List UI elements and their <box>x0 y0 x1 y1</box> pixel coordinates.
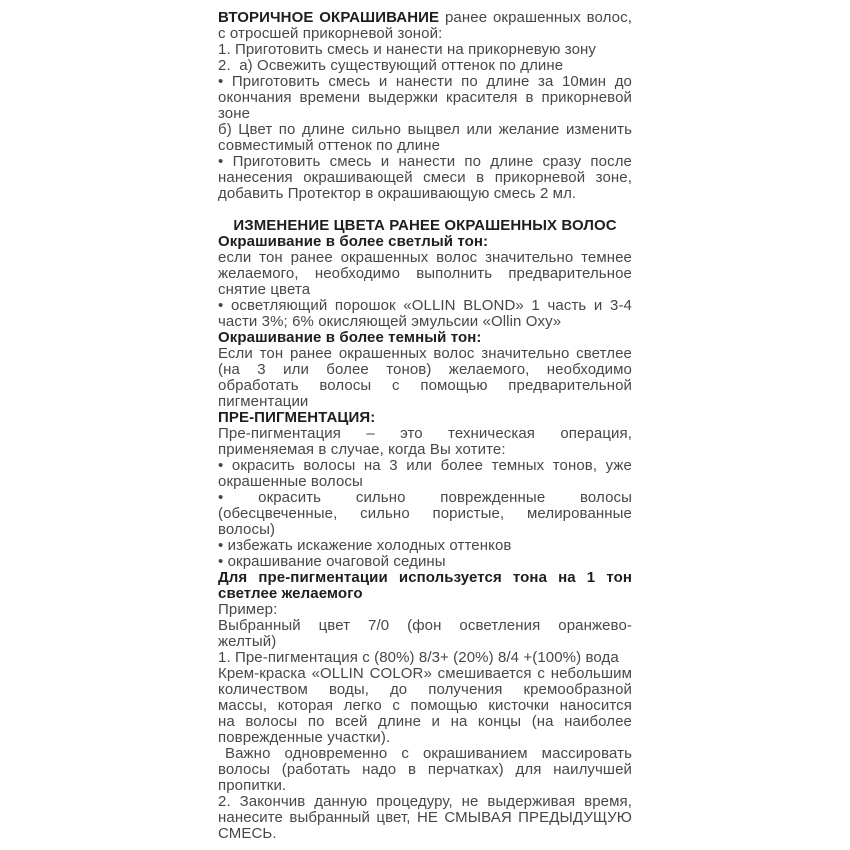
body-text: • осветляющий порошок «OLLIN BLOND» 1 часть и 3-4 <box>218 297 632 314</box>
text-line <box>218 778 632 794</box>
bold-text: светлее желаемого <box>218 585 363 602</box>
text-line <box>218 586 632 602</box>
text-line <box>218 378 632 394</box>
text-line <box>218 330 632 346</box>
body-text: (обесцвеченные, сильно пористые, мелированные <box>218 505 632 522</box>
text-line <box>218 730 632 746</box>
body-text: б) Цвет по длине сильно выцвел или желание изменить <box>218 121 632 138</box>
body-text: волосы (работать надо в перчатках) для наилучшей <box>218 761 632 778</box>
body-text: • окрашивание очаговой седины <box>218 553 446 570</box>
text-line <box>218 634 632 650</box>
bold-text: ВТОРИЧНОЕ ОКРАШИВАНИЕ <box>218 9 440 26</box>
bold-text: ПРЕ-ПИГМЕНТАЦИЯ: <box>218 409 376 426</box>
text-line <box>218 442 632 458</box>
text-line <box>218 666 632 682</box>
body-text: снятие цвета <box>218 281 311 298</box>
body-text: 2. Закончив данную процедуру, не выдерживая время, <box>218 793 632 810</box>
text-line <box>218 218 632 234</box>
body-text: • Приготовить смесь и нанести по длине сразу после <box>218 153 632 170</box>
body-text: на волосы по всей длине и на концы (на наиболее <box>218 713 632 730</box>
text-line <box>218 410 632 426</box>
paragraph-gap <box>218 202 632 218</box>
body-text: применяемая в случае, когда Вы хотите: <box>218 441 506 458</box>
text-line <box>218 570 632 586</box>
text-line <box>218 74 632 90</box>
body-text: с отросшей прикорневой зоной: <box>218 25 443 42</box>
body-text: Важно одновременно с окрашиванием массировать <box>225 745 632 762</box>
body-text: Если тон ранее окрашенных волос значительно светлее <box>218 345 632 362</box>
body-text: Крем-краска «OLLIN COLOR» смешивается с небольшим <box>218 665 632 682</box>
text-line <box>218 506 632 522</box>
text-line <box>218 42 632 58</box>
text-line <box>218 122 632 138</box>
body-text: • окрасить волосы на 3 или более темных тонов, уже <box>218 457 632 474</box>
text-line <box>218 186 632 202</box>
text-line <box>218 602 632 618</box>
text-line <box>218 682 632 698</box>
text-line <box>218 170 632 186</box>
body-text: нанесения окрашивающей смеси в прикорневой зоне, <box>218 169 632 186</box>
text-line <box>218 58 632 74</box>
body-text: окончания времени выдержки красителя в прикорневой <box>218 89 632 106</box>
hair-color-instructions-document <box>218 0 632 842</box>
text-line <box>218 810 632 826</box>
body-text: количеством воды, до получения кремообразной <box>218 681 632 698</box>
text-line <box>218 346 632 362</box>
body-text: желаемого, необходимо выполнить предварительное <box>218 265 632 282</box>
body-text: нанесите выбранный цвет, НЕ СМЫВАЯ ПРЕДЫДУЩУЮ <box>218 809 632 826</box>
text-line <box>218 458 632 474</box>
text-line <box>218 826 632 842</box>
text-line <box>218 106 632 122</box>
text-line <box>218 650 632 666</box>
text-line <box>218 282 632 298</box>
text-line <box>218 298 632 314</box>
text-line <box>218 26 632 42</box>
text-line <box>218 234 632 250</box>
text-line <box>218 394 632 410</box>
body-text: 1. Пре-пигментация с (80%) 8/3+ (20%) 8/4 +(100%) вода <box>218 649 619 666</box>
body-text: (на 3 или более тонов) желаемого, необходимо <box>218 361 632 378</box>
text-line <box>218 618 632 634</box>
body-text: обработать волосы с помощью предварительной <box>218 377 632 394</box>
body-text: • окрасить сильно поврежденные волосы <box>218 489 632 506</box>
text-line <box>218 138 632 154</box>
text-line <box>218 746 632 762</box>
body-text: окрашенные волосы <box>218 473 363 490</box>
document-lines <box>218 10 632 842</box>
text-line <box>218 426 632 442</box>
text-line <box>218 554 632 570</box>
body-text: СМЕСЬ. <box>218 825 277 842</box>
body-text: Пример: <box>218 601 278 618</box>
text-line <box>218 522 632 538</box>
text-line <box>218 10 632 26</box>
bold-text: Окрашивание в более светлый тон: <box>218 233 489 250</box>
body-text: массы, которая легко с помощью кисточки наносится <box>218 697 632 714</box>
text-line <box>218 714 632 730</box>
text-line <box>218 250 632 266</box>
body-text: поврежденные участки). <box>218 729 391 746</box>
body-text: части 3%; 6% окисляющей эмульсии «Ollin Oxy» <box>218 313 562 330</box>
text-line <box>218 698 632 714</box>
bold-text: ИЗМЕНЕНИЕ ЦВЕТА РАНЕЕ ОКРАШЕННЫХ ВОЛОС <box>233 217 617 234</box>
body-text: пигментации <box>218 393 309 410</box>
body-text: ранее окрашенных волос, <box>439 9 632 26</box>
text-line <box>218 762 632 778</box>
body-text: Пре-пигментация – это техническая операция, <box>218 425 632 442</box>
text-line <box>218 266 632 282</box>
body-text: 2. а) Освежить существующий оттенок по длине <box>218 57 564 74</box>
text-line <box>218 490 632 506</box>
text-line <box>218 538 632 554</box>
bold-text: Для пре-пигментации используется тона на 1 тон <box>218 569 632 586</box>
body-text: пропитки. <box>218 777 287 794</box>
body-text: • избежать искажение холодных оттенков <box>218 537 512 554</box>
text-line <box>218 362 632 378</box>
body-text: волосы) <box>218 521 276 538</box>
text-line <box>218 314 632 330</box>
body-text: 1. Приготовить смесь и нанести на прикорневую зону <box>218 41 597 58</box>
text-line <box>218 794 632 810</box>
text-line <box>218 154 632 170</box>
body-text: зоне <box>218 105 251 122</box>
body-text: желтый) <box>218 633 277 650</box>
body-text: • Приготовить смесь и нанести по длине за 10мин до <box>218 73 632 90</box>
text-line <box>218 474 632 490</box>
body-text: добавить Протектор в окрашивающую смесь 2 мл. <box>218 185 577 202</box>
bold-text: Окрашивание в более темный тон: <box>218 329 482 346</box>
body-text: Выбранный цвет 7/0 (фон осветления оранжево- <box>218 617 632 634</box>
text-line <box>218 90 632 106</box>
body-text: если тон ранее окрашенных волос значительно темнее <box>218 249 632 266</box>
body-text: совместимый оттенок по длине <box>218 137 441 154</box>
